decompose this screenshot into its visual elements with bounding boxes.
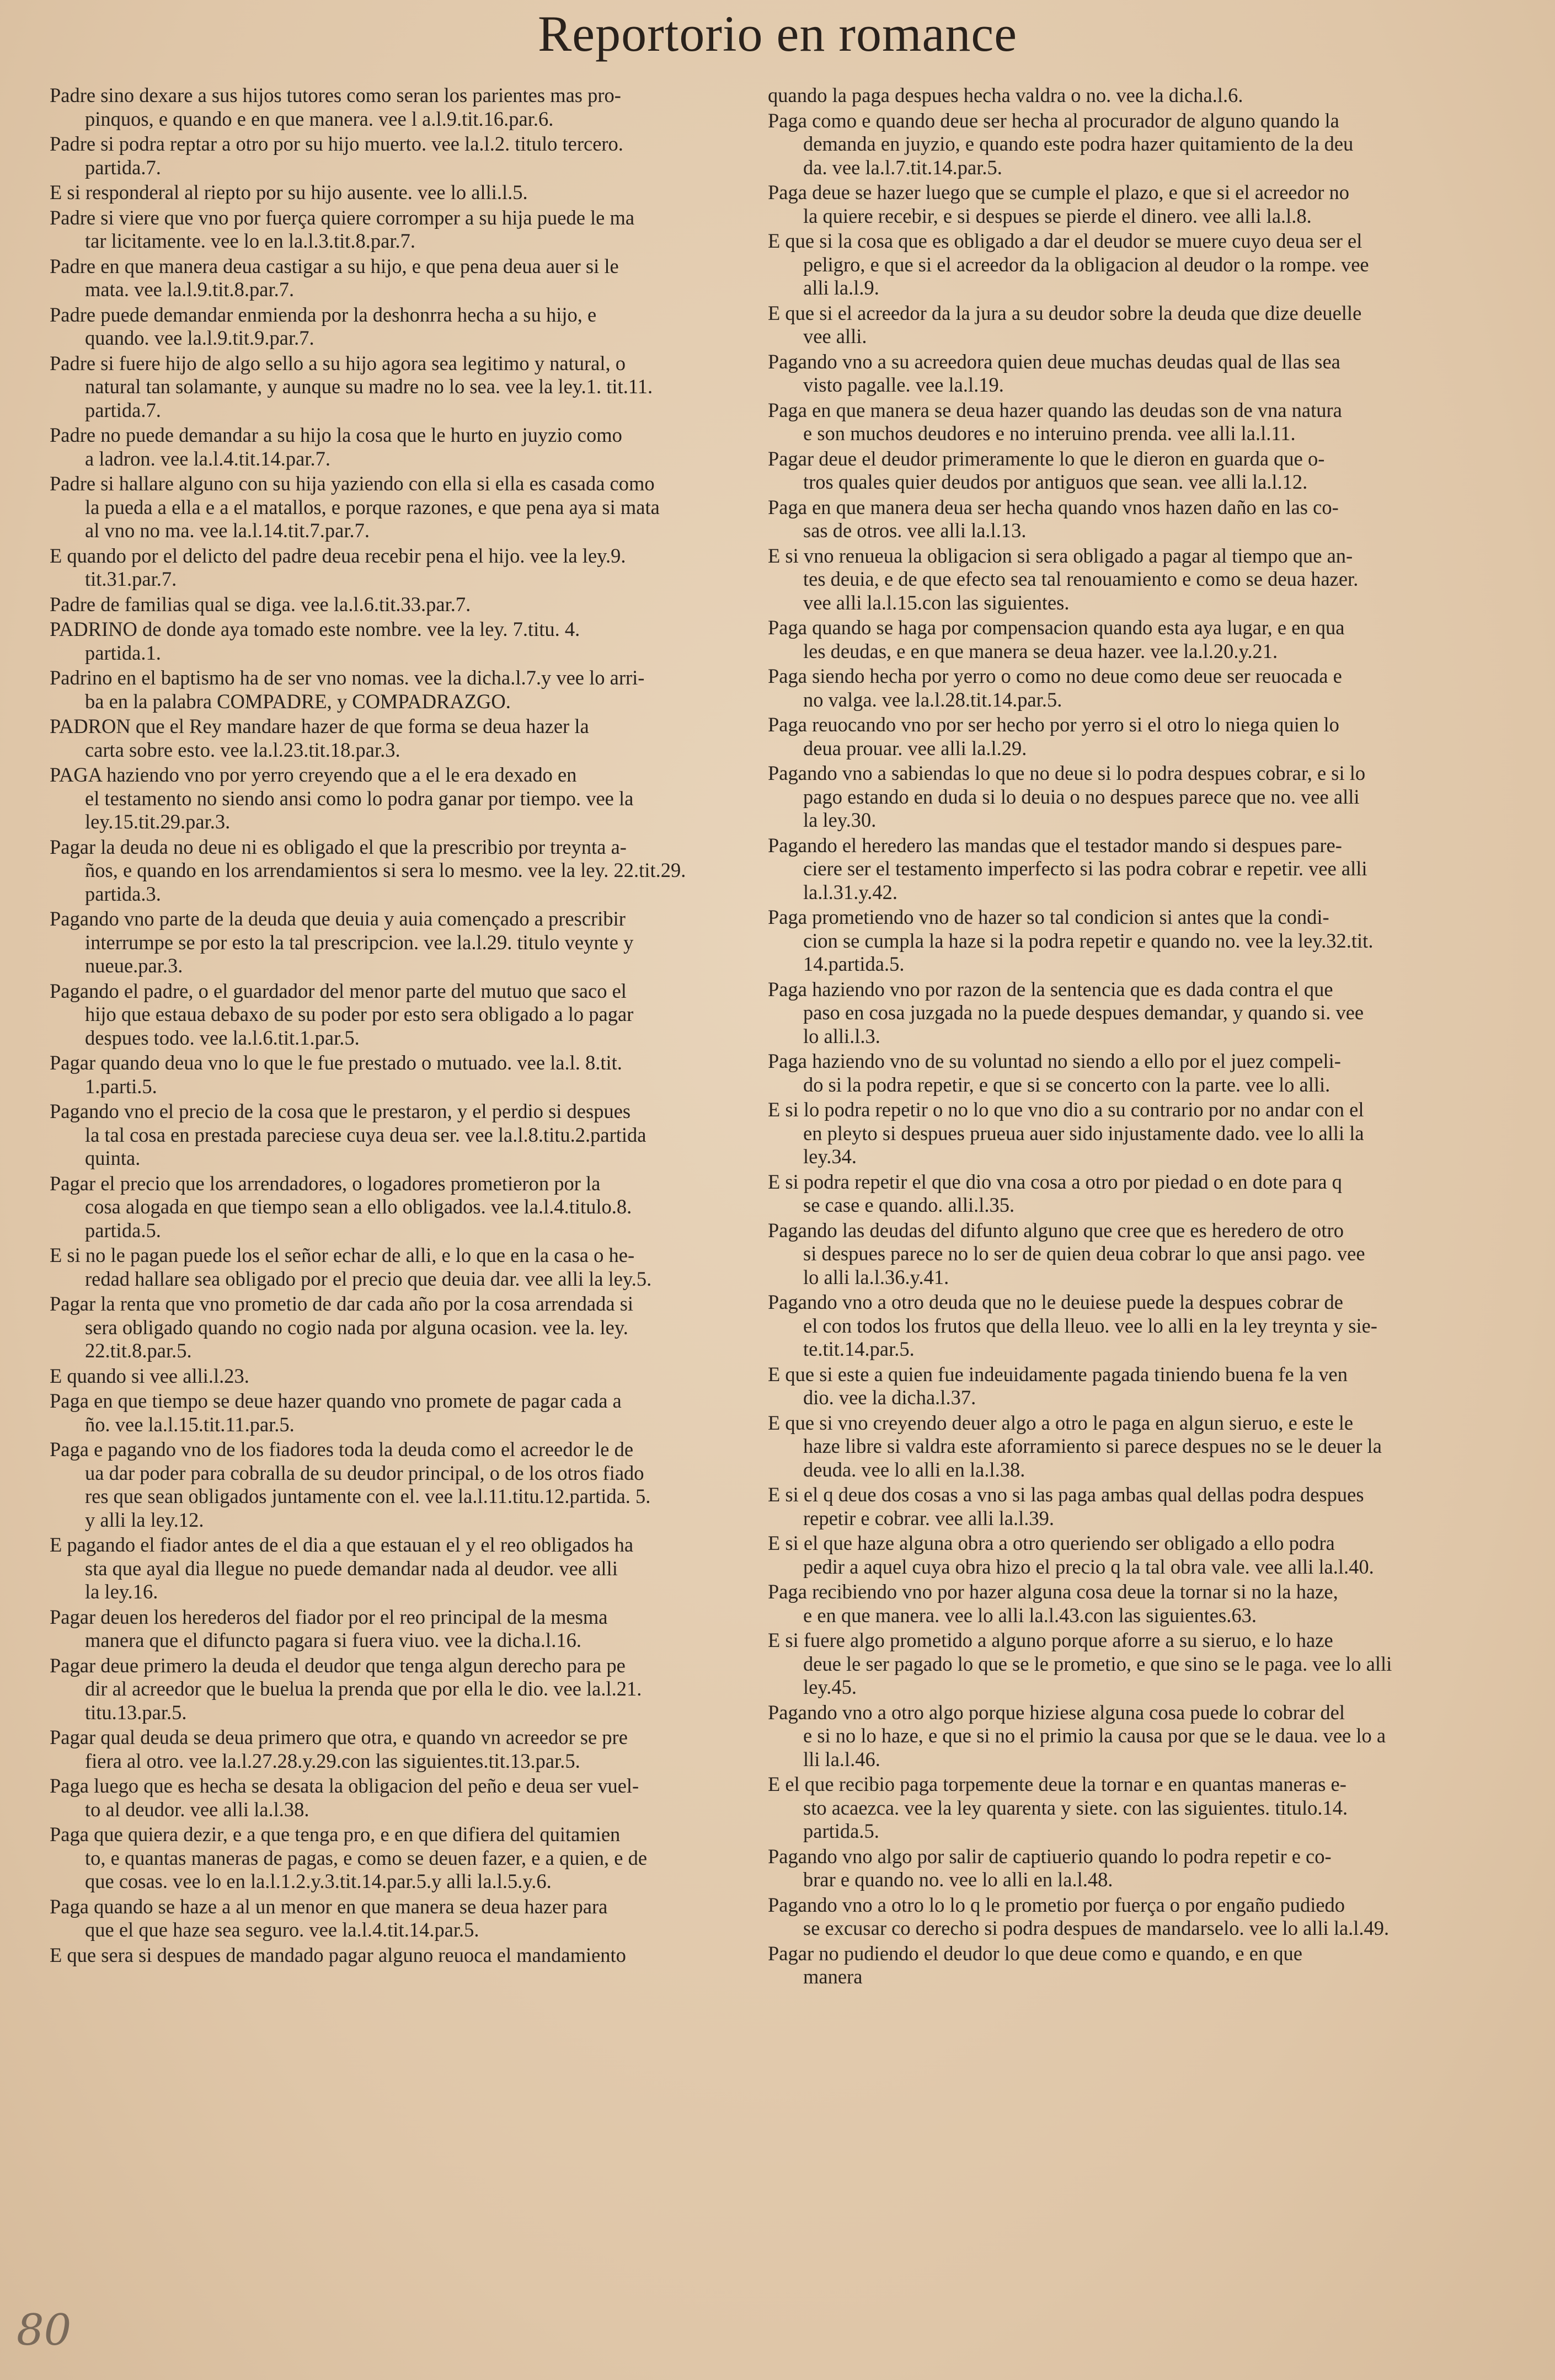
index-entry — [50, 181, 767, 205]
entry-line: partida.7. — [85, 156, 161, 179]
entry-line: la tal cosa en prestada pareciese cuya deua ser. vee la.l.8.titu.2.partida — [85, 1123, 646, 1146]
index-entry — [50, 1100, 767, 1170]
entry-line: que el que haze sea seguro. vee la.l.4.tit.14.par.5. — [85, 1918, 479, 1941]
entry-line: hijo que estaua debaxo de su poder por esto sera obligado a lo pagar — [85, 1003, 634, 1025]
entry-line: Padre si viere que vno por fuerça quiere corromper a su hija puede le ma — [50, 206, 635, 229]
entry-line: natural tan solamante, y aunque su madre no lo sea. vee la ley.1. tit.11. — [85, 375, 653, 398]
index-entry — [768, 1845, 1488, 1892]
entry-line: E que si este a quien fue indeuidamente pagada tiniendo buena fe la ven — [768, 1362, 1348, 1386]
index-entry — [768, 1050, 1488, 1097]
index-entry — [50, 303, 767, 350]
entry-line: 22.tit.8.par.5. — [85, 1339, 192, 1362]
entry-line: Pagar la renta que vno prometio de dar cada año por la cosa arrendada si — [50, 1292, 634, 1315]
entry-line: lo alli la.l.36.y.41. — [803, 1265, 949, 1288]
entry-line: pago estando en duda si lo deuia o no despues parece que no. vee alli — [803, 785, 1360, 808]
entry-line: Paga recibiendo vno por hazer alguna cosa deue la tornar si no la haze, — [768, 1580, 1338, 1603]
entry-line: Pagando vno a otro algo porque hiziese alguna cosa puede lo cobrar del — [768, 1700, 1345, 1724]
index-entry — [768, 229, 1488, 300]
entry-line: E el que recibio paga torpemente deue la tornar e en quantas maneras e- — [768, 1773, 1346, 1795]
entry-line: e en que manera. vee lo alli la.l.43.con las siguientes.63. — [803, 1603, 1257, 1627]
entry-line: E quando si vee alli.l.23. — [50, 1364, 249, 1387]
entry-line: Pagando vno a otro deuda que no le deuiese puede la despues cobrar de — [768, 1291, 1343, 1313]
index-entry — [768, 399, 1488, 446]
left-column — [50, 84, 767, 1969]
entry-line: la quiere recebir, e si despues se pierde el dinero. vee alli la.l.8. — [803, 204, 1312, 227]
entry-line: partida.7. — [85, 398, 161, 421]
entry-line: tros quales quier deudos por antiguos que sean. vee alli la.l.12. — [803, 470, 1308, 493]
entry-line: E si fuere algo prometido a alguno porque aforre a su sieruo, e lo haze — [768, 1629, 1333, 1651]
entry-line: cosa alogada en que tiempo sean a ello obligados. vee la.l.4.titulo.8. — [85, 1195, 632, 1218]
entry-line: deue le ser pagado lo que se le prometio, e que sino se le paga. vee lo alli — [803, 1652, 1392, 1675]
entry-line: Pagando vno a sabiendas lo que no deue si lo podra despues cobrar, e si lo — [768, 762, 1366, 784]
entry-line: to, e quantas maneras de pagas, e como se deuen fazer, e a quien, e de — [85, 1846, 648, 1869]
index-entry — [768, 978, 1488, 1049]
entry-line: E si responderal al riepto por su hijo ausente. vee lo alli.l.5. — [50, 181, 528, 204]
entry-line: 1.parti.5. — [85, 1074, 157, 1098]
entry-line: el con todos los frutos que della lleuo. vee lo alli en la ley treynta y sie- — [803, 1314, 1377, 1337]
page-title: Reportorio en romance — [537, 6, 1018, 62]
entry-line: Paga e pagando vno de los fiadores toda la deuda como el acreedor le de — [50, 1438, 634, 1461]
entry-line: vee alli la.l.15.con las siguientes. — [803, 591, 1070, 614]
index-entry — [768, 84, 1488, 108]
index-entry — [768, 1580, 1488, 1627]
entry-line: quinta. — [85, 1147, 141, 1169]
entry-line: Pagando las deudas del difunto alguno que cree que es heredero de otro — [768, 1218, 1344, 1242]
index-entry — [768, 1773, 1488, 1843]
entry-line: E si no le pagan puede los el señor echar de alli, e lo que en la casa o he- — [50, 1244, 635, 1266]
folio-mark: 80 — [17, 2306, 72, 2355]
entry-line: no valga. vee la.l.28.tit.14.par.5. — [803, 688, 1062, 711]
entry-line: e si no lo haze, e que si no el primio la causa por que se le daua. vee lo a — [803, 1724, 1386, 1747]
entry-line: redad hallare sea obligado por el precio que deuia dar. vee alli la ley.5. — [85, 1267, 652, 1290]
entry-line: vee alli. — [803, 325, 867, 347]
entry-line: E que si el acreedor da la jura a su deudor sobre la deuda que dize deuelle — [768, 301, 1362, 324]
entry-line: E si podra repetir el que dio vna cosa a otro por piedad o en dote para q — [768, 1170, 1342, 1193]
entry-line: E que sera si despues de mandado pagar alguno reuoca el mandamiento — [50, 1943, 626, 1966]
entry-line: cion se cumpla la haze si la podra repetir e quando no. vee la ley.32.tit. — [803, 929, 1374, 952]
entry-line: Paga en que tiempo se deue hazer quando vno promete de pagar cada a — [50, 1389, 622, 1412]
entry-line: Paga que quiera dezir, e a que tenga pro, e en que difiera del quitamien — [50, 1823, 621, 1846]
index-entry — [50, 907, 767, 978]
entry-line: lo alli.l.3. — [803, 1024, 880, 1047]
entry-line: haze libre si valdra este aforramiento si parece despues no se le deuer la — [803, 1435, 1382, 1457]
entry-line: da. vee la.l.7.tit.14.par.5. — [803, 156, 1002, 179]
index-entry — [50, 1944, 767, 1967]
entry-line: E que si vno creyendo deuer algo a otro le paga en algun sieruo, e este le — [768, 1411, 1354, 1434]
index-entry — [768, 1701, 1488, 1772]
entry-line: ba en la palabra COMPADRE, y COMPADRAZGO. — [85, 689, 511, 713]
entry-line: sera obligado quando no cogio nada por alguna ocasion. vee la. ley. — [85, 1315, 628, 1339]
entry-line: Pagando el heredero las mandas que el testador mando si despues pare- — [768, 833, 1342, 857]
index-entry — [50, 1895, 767, 1942]
entry-line: brar e quando no. vee lo alli en la.l.48. — [803, 1868, 1113, 1891]
index-entry — [50, 1726, 767, 1773]
entry-line: Paga en que manera deua ser hecha quando vnos hazen daño en las co- — [768, 495, 1339, 518]
index-entry — [768, 1098, 1488, 1169]
index-entry — [768, 181, 1488, 228]
entry-line: do si la podra repetir, e que si se concerto con la parte. vee lo alli. — [803, 1073, 1330, 1096]
entry-line: manera que el difuncto pagara si fuera viuo. vee la dicha.l.16. — [85, 1629, 581, 1651]
entry-line: quando. vee la.l.9.tit.9.par.7. — [85, 327, 314, 349]
index-entry — [50, 1051, 767, 1098]
entry-line: partida.3. — [85, 882, 161, 905]
entry-line: sta que ayal dia llegue no puede demandar nada al deudor. vee alli — [85, 1557, 618, 1580]
entry-line: alli la.l.9. — [803, 276, 879, 299]
index-entry — [768, 834, 1488, 905]
entry-line: Pagar deue primero la deuda el deudor que tenga algun derecho para pe — [50, 1654, 626, 1677]
index-entry — [50, 763, 767, 834]
index-entry — [50, 84, 767, 131]
entry-line: Paga quando se haga por compensacion quando esta aya lugar, e en qua — [768, 616, 1345, 639]
index-entry — [768, 1629, 1488, 1699]
index-entry — [768, 302, 1488, 349]
entry-line: peligro, e que si el acreedor da la obligacion al deudor o la rompe. vee — [803, 253, 1369, 276]
entry-line: la ley.30. — [803, 809, 877, 831]
entry-line: partida.1. — [85, 641, 161, 664]
entry-line: ley.45. — [803, 1676, 857, 1698]
entry-line: tit.31.par.7. — [85, 568, 177, 590]
entry-line: Paga como e quando deue ser hecha al procurador de alguno quando la — [768, 109, 1339, 132]
entry-line: E si el que haze alguna obra a otro queriendo ser obligado a ello podra — [768, 1532, 1335, 1554]
entry-line: visto pagalle. vee la.l.19. — [803, 373, 1004, 396]
entry-line: al vno no ma. vee la.l.14.tit.7.par.7. — [85, 519, 370, 542]
entry-line: PADRINO de donde aya tomado este nombre. vee la ley. 7.titu. 4. — [50, 618, 580, 640]
entry-line: nueue.par.3. — [85, 954, 183, 977]
entry-line: Padre si podra reptar a otro por su hijo muerto. vee la.l.2. titulo tercero. — [50, 132, 623, 155]
index-entry — [50, 544, 767, 591]
entry-line: Pagar deuen los herederos del fiador por el reo principal de la mesma — [50, 1605, 608, 1628]
index-entry — [768, 616, 1488, 663]
entry-line: dir al acreedor que le buelua la prenda que por ella le dio. vee la.l.21. — [85, 1677, 642, 1700]
index-entry — [768, 496, 1488, 543]
entry-line: interrumpe se por esto la tal prescripcion. vee la.l.29. titulo veynte y — [85, 930, 634, 954]
index-entry — [50, 666, 767, 713]
index-entry — [50, 980, 767, 1050]
entry-line: E quando por el delicto del padre deua recebir pena el hijo. vee la ley.9. — [50, 544, 626, 567]
entry-line: Pagando vno algo por salir de captiuerio quando lo podra repetir e co- — [768, 1844, 1332, 1868]
entry-line: Pagando vno el precio de la cosa que le prestaron, y el perdio si despues — [50, 1100, 631, 1122]
index-entry — [50, 255, 767, 302]
entry-line: sto acaezca. vee la ley quarenta y siete. con las siguientes. titulo.14. — [803, 1796, 1348, 1819]
entry-line: res que sean obligados juntamente con el. vee la.l.11.titu.12.partida. 5. — [85, 1485, 651, 1507]
index-entry — [50, 836, 767, 906]
entry-line: despues todo. vee la.l.6.tit.1.par.5. — [85, 1026, 360, 1049]
entry-line: lli la.l.46. — [803, 1747, 880, 1771]
index-entry — [768, 665, 1488, 712]
entry-line: la ley.16. — [85, 1580, 158, 1603]
entry-line: E pagando el fiador antes de el dia a que estauan el y el reo obligados ha — [50, 1533, 634, 1556]
index-entry — [50, 618, 767, 665]
entry-line: te.tit.14.par.5. — [803, 1338, 915, 1360]
entry-line: se case e quando. alli.l.35. — [803, 1194, 1015, 1216]
entry-line: Pagar qual deuda se deua primero que otra, e quando vn acreedor se pre — [50, 1726, 628, 1748]
entry-line: Pagando el padre, o el guardador del menor parte del mutuo que saco el — [50, 979, 627, 1002]
index-entry — [50, 1365, 767, 1388]
entry-line: PADRON que el Rey mandare hazer de que forma se deua hazer la — [50, 715, 589, 737]
entry-line: partida.5. — [803, 1820, 879, 1842]
entry-line: Paga haziendo vno por razon de la sentencia que es dada contra el que — [768, 977, 1333, 1001]
entry-line: que cosas. vee lo en la.l.1.2.y.3.tit.14.par.5.y alli la.l.5.y.6. — [85, 1870, 552, 1892]
index-entry — [768, 1942, 1488, 1989]
entry-line: en pleyto si despues prueua auer sido injustamente dado. vee lo alli la — [803, 1121, 1364, 1144]
index-entry — [50, 1172, 767, 1243]
index-entry — [50, 132, 767, 179]
index-entry — [50, 424, 767, 470]
index-entry — [768, 1894, 1488, 1940]
index-entry — [768, 713, 1488, 760]
entry-line: Padrino en el baptismo ha de ser vno nomas. vee la dicha.l.7.y vee lo arri- — [50, 666, 645, 689]
index-entry — [50, 1606, 767, 1652]
entry-line: E si vno renueua la obligacion si sera obligado a pagar al tiempo que an- — [768, 544, 1353, 567]
entry-line: Pagando vno a su acreedora quien deue muchas deudas qual de llas sea — [768, 350, 1340, 373]
index-entry — [768, 1291, 1488, 1361]
index-entry — [768, 1170, 1488, 1217]
entry-line: tes deuia, e de que efecto sea tal renouamiento e como se deua hazer. — [803, 568, 1359, 590]
index-entry — [50, 1438, 767, 1532]
entry-line: Paga deue se hazer luego que se cumple el plazo, e que si el acreedor no — [768, 181, 1349, 204]
index-entry — [50, 1654, 767, 1725]
entry-line: quando la paga despues hecha valdra o no. vee la dicha.l.6. — [768, 84, 1243, 106]
index-entry — [50, 472, 767, 543]
index-entry — [768, 447, 1488, 494]
entry-line: Padre en que manera deua castigar a su hijo, e que pena deua auer si le — [50, 254, 619, 277]
entry-line: pinquos, e quando e en que manera. vee l a.l.9.tit.16.par.6. — [85, 107, 554, 130]
index-entry — [768, 350, 1488, 397]
entry-line: a ladron. vee la.l.4.tit.14.par.7. — [85, 447, 330, 470]
entry-line: demanda en juyzio, e quando este podra hazer quitamiento de la deu — [803, 132, 1354, 155]
entry-line: y alli la ley.12. — [85, 1508, 204, 1531]
entry-line: carta sobre esto. vee la.l.23.tit.18.par.3. — [85, 738, 400, 761]
entry-line: Padre de familias qual se diga. vee la.l.6.tit.33.par.7. — [50, 592, 471, 616]
index-entry — [768, 1532, 1488, 1579]
entry-line: ños, e quando en los arrendamientos si sera lo mesmo. vee la ley. 22.tit.29. — [85, 859, 686, 881]
entry-line: la.l.31.y.42. — [803, 880, 897, 903]
index-entry — [50, 1823, 767, 1894]
index-entry — [50, 1244, 767, 1291]
entry-line: 14.partida.5. — [803, 953, 905, 975]
entry-line: Pagar la deuda no deue ni es obligado el que la prescribio por treynta a- — [50, 835, 627, 858]
index-entry — [50, 1774, 767, 1821]
entry-line: se excusar co derecho si podra despues de mandarselo. vee lo alli la.l.49. — [803, 1917, 1390, 1939]
entry-line: to al deudor. vee alli la.l.38. — [85, 1798, 309, 1821]
entry-line: deuda. vee lo alli en la.l.38. — [803, 1458, 1025, 1481]
entry-line: Padre sino dexare a sus hijos tutores como seran los parientes mas pro- — [50, 84, 621, 106]
entry-line: tar licitamente. vee lo en la.l.3.tit.8.par.7. — [85, 229, 416, 252]
index-entry — [768, 544, 1488, 615]
right-column — [768, 84, 1488, 1991]
entry-line: Pagando vno a otro lo lo q le prometio por fuerça o por engaño pudiedo — [768, 1893, 1345, 1916]
index-entry — [768, 906, 1488, 976]
entry-line: pedir a aquel cuya obra hizo el precio q la tal obra vale. vee alli la.l.40. — [803, 1555, 1374, 1578]
entry-line: Paga quando se haze a al un menor en que manera se deua hazer para — [50, 1895, 608, 1918]
index-entry — [50, 715, 767, 762]
entry-line: partida.5. — [85, 1218, 161, 1242]
entry-line: e son muchos deudores e no interuino prenda. vee alli la.l.11. — [803, 422, 1296, 445]
index-entry — [768, 1219, 1488, 1290]
entry-line: si despues parece no lo ser de quien deua cobrar lo que ansi pago. vee — [803, 1242, 1365, 1265]
entry-line: Padre no puede demandar a su hijo la cosa que le hurto en juyzio como — [50, 424, 622, 446]
entry-line: Paga reuocando vno por ser hecho por yerro si el otro lo niega quien lo — [768, 713, 1339, 736]
entry-line: Pagar no pudiendo el deudor lo que deue como e quando, e en que — [768, 1942, 1302, 1965]
entry-line: dio. vee la dicha.l.37. — [803, 1386, 976, 1409]
index-entry — [50, 1533, 767, 1604]
entry-line: paso en cosa juzgada no la puede despues demandar, y quando si. vee — [803, 1001, 1364, 1024]
index-entry — [50, 1389, 767, 1436]
index-entry — [768, 1411, 1488, 1482]
entry-line: la pueda a ella e a el matallos, e porque razones, e que pena aya si mata — [85, 495, 660, 518]
entry-line: ley.15.tit.29.par.3. — [85, 810, 231, 833]
entry-line: manera — [803, 1965, 863, 1988]
index-entry — [768, 1363, 1488, 1410]
entry-line: titu.13.par.5. — [85, 1700, 187, 1724]
entry-line: mata. vee la.l.9.tit.8.par.7. — [85, 278, 295, 301]
entry-line: Paga prometiendo vno de hazer so tal condicion si antes que la condi- — [768, 906, 1329, 928]
index-entry — [50, 206, 767, 253]
entry-line: Pagar quando deua vno lo que le fue prestado o mutuado. vee la.l. 8.tit. — [50, 1051, 622, 1074]
entry-line: ua dar poder para cobralla de su deudor principal, o de los otros fiado — [85, 1461, 644, 1484]
entry-line: Pagar el precio que los arrendadores, o logadores prometieron por la — [50, 1172, 601, 1195]
entry-line: deua prouar. vee alli la.l.29. — [803, 736, 1027, 760]
entry-line: Padre puede demandar enmienda por la deshonrra hecha a su hijo, e — [50, 303, 597, 326]
entry-line: Padre si hallare alguno con su hija yaziendo con ella si ella es casada como — [50, 472, 655, 495]
entry-line: ciere ser el testamento imperfecto si las podra cobrar e repetir. vee alli — [803, 857, 1367, 880]
entry-line: PAGA haziendo vno por yerro creyendo que a el le era dexado en — [50, 763, 577, 786]
index-entry — [768, 1483, 1488, 1530]
entry-line: E si el q deue dos cosas a vno si las paga ambas qual dellas podra despues — [768, 1483, 1364, 1506]
index-entry — [50, 352, 767, 422]
index-entry — [50, 1292, 767, 1363]
entry-line: Pagando vno parte de la deuda que deuia y auia començado a prescribir — [50, 907, 626, 930]
index-entry — [768, 109, 1488, 180]
entry-line: fiera al otro. vee la.l.27.28.y.29.con las siguientes.tit.13.par.5. — [85, 1749, 580, 1772]
entry-line: Paga haziendo vno de su voluntad no siendo a ello por el juez compeli- — [768, 1050, 1341, 1072]
entry-line: E que si la cosa que es obligado a dar el deudor se muere cuyo deua ser el — [768, 229, 1362, 252]
index-entry — [50, 593, 767, 617]
entry-line: Pagar deue el deudor primeramente lo que le dieron en guarda que o- — [768, 447, 1325, 470]
entry-line: repetir e cobrar. vee alli la.l.39. — [803, 1506, 1055, 1529]
entry-line: Paga en que manera se deua hazer quando las deudas son de vna natura — [768, 398, 1342, 421]
index-entry — [768, 762, 1488, 832]
entry-line: Paga luego que es hecha se desata la obligacion del peño e deua ser vuel- — [50, 1774, 639, 1797]
entry-line: les deudas, e en que manera se deua hazer. vee la.l.20.y.21. — [803, 639, 1278, 662]
entry-line: sas de otros. vee alli la.l.13. — [803, 519, 1027, 542]
entry-line: Paga siendo hecha por yerro o como no deue como deue ser reuocada e — [768, 665, 1342, 687]
entry-line: el testamento no siendo ansi como lo podra ganar por tiempo. vee la — [85, 787, 634, 810]
entry-line: ño. vee la.l.15.tit.11.par.5. — [85, 1413, 295, 1436]
entry-line: E si lo podra repetir o no lo que vno dio a su contrario por no andar con el — [768, 1098, 1364, 1121]
entry-line: Padre si fuere hijo de algo sello a su hijo agora sea legitimo y natural, o — [50, 351, 626, 375]
entry-line: ley.34. — [803, 1145, 857, 1168]
